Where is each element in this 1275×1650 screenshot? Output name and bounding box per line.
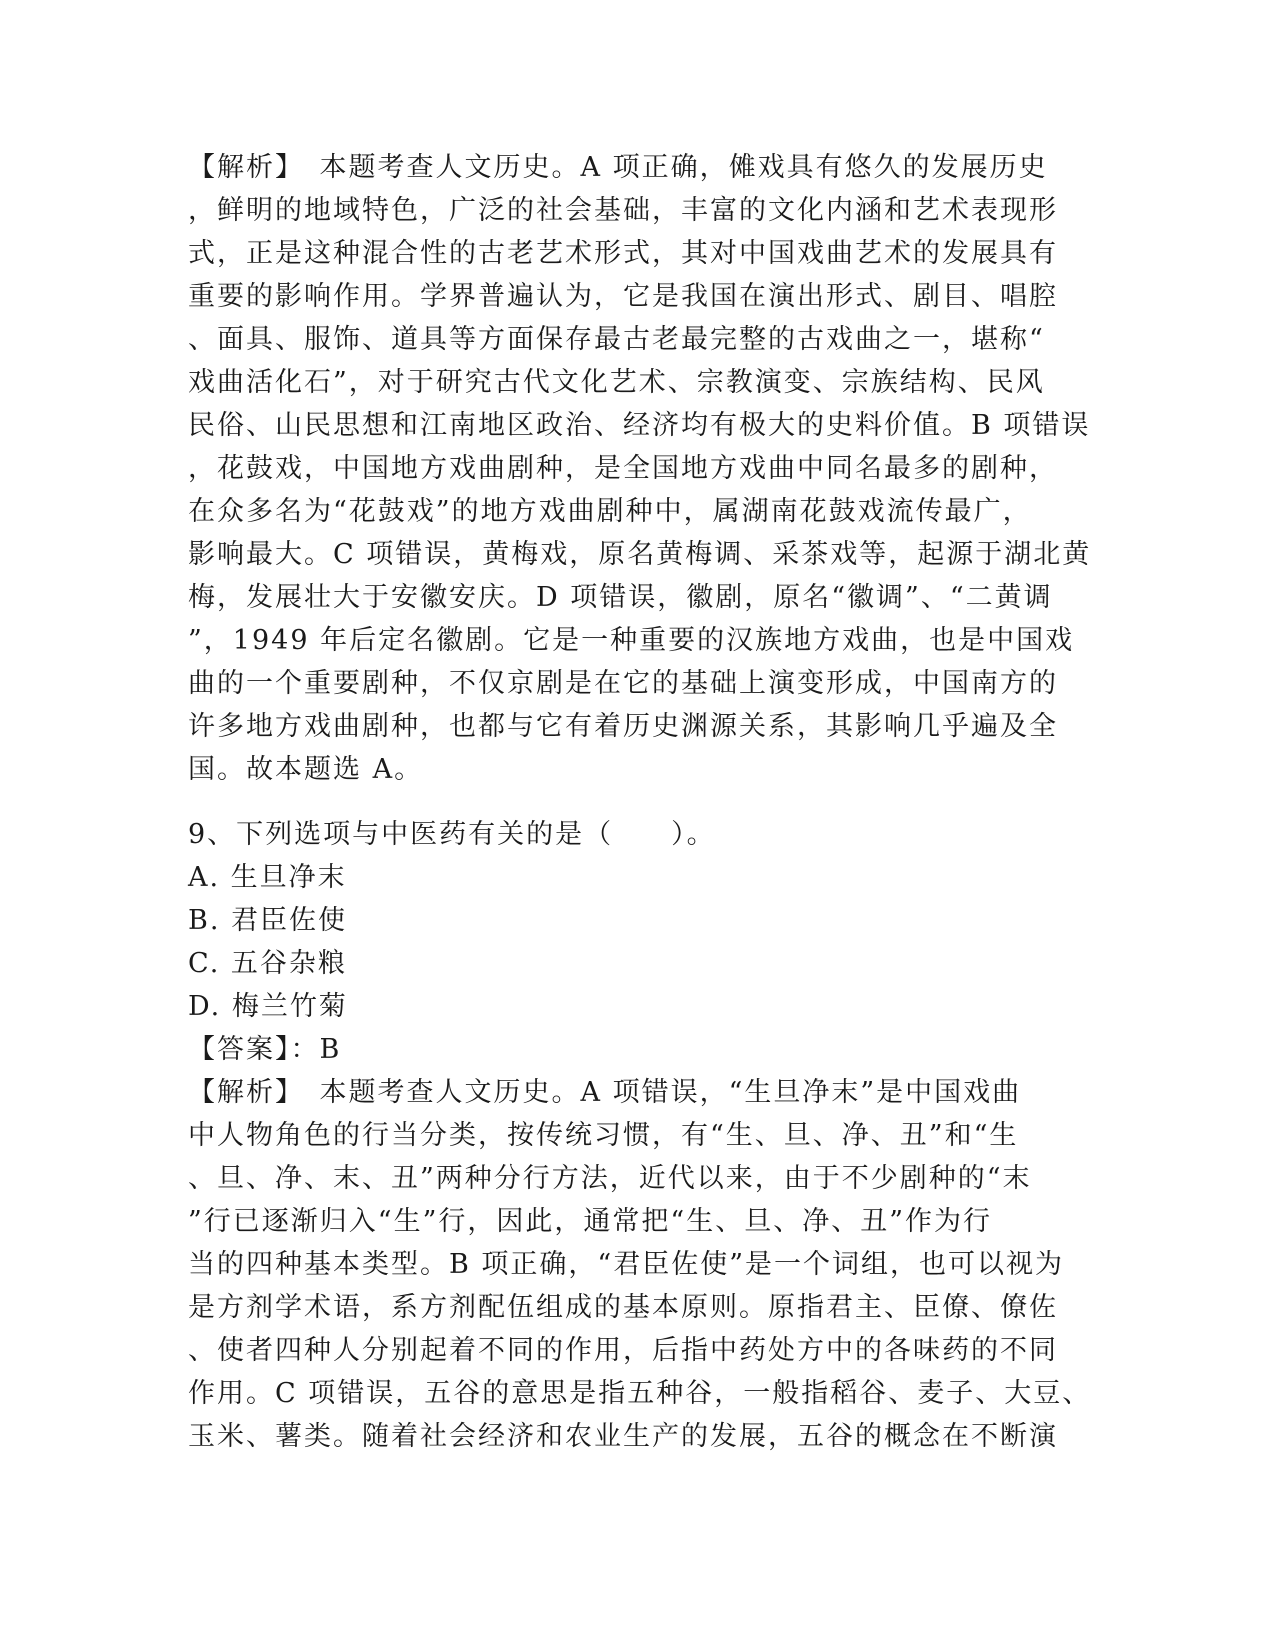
analysis-line: 式，正是这种混合性的古老艺术形式，其对中国戏曲艺术的发展具有	[188, 238, 1058, 269]
analysis-line: 影响最大。C 项错误，黄梅戏，原名黄梅调、采茶戏等，起源于湖北黄	[188, 539, 1092, 570]
option-c: C. 五谷杂粮	[188, 948, 347, 979]
analysis-line: 在众多名为“花鼓戏”的地方戏曲剧种中，属湖南花鼓戏流传最广，	[188, 496, 1032, 527]
analysis-line: ”行已逐渐归入“生”行，因此，通常把“生、旦、净、丑”作为行	[188, 1206, 993, 1237]
analysis-line: 、使者四种人分别起着不同的作用，后指中药处方中的各味药的不同	[188, 1335, 1058, 1366]
analysis-line: ，鲜明的地域特色，广泛的社会基础，丰富的文化内涵和艺术表现形	[188, 195, 1058, 226]
section-gap	[188, 791, 1088, 813]
option-b: B. 君臣佐使	[188, 905, 348, 936]
analysis-section-2	[188, 1071, 1092, 1458]
analysis-line: 是方剂学术语，系方剂配伍组成的基本原则。原指君主、臣僚、僚佐	[188, 1292, 1058, 1323]
analysis-line: 当的四种基本类型。B 项正确，“君臣佐使”是一个词组，也可以视为	[188, 1249, 1065, 1280]
analysis-section-1	[188, 146, 1092, 791]
analysis-line: ，花鼓戏，中国地方戏曲剧种，是全国地方戏曲中同名最多的剧种，	[188, 453, 1058, 484]
analysis-line: 玉米、薯类。随着社会经济和农业生产的发展，五谷的概念在不断演	[188, 1421, 1058, 1452]
option-d: D. 梅兰竹菊	[188, 991, 348, 1022]
question-stem: 9、下列选项与中医药有关的是（ ）。	[188, 819, 716, 850]
analysis-line: 国。故本题选 A。	[188, 754, 424, 785]
analysis-line: 作用。C 项错误，五谷的意思是指五种谷，一般指稻谷、麦子、大豆、	[188, 1378, 1092, 1409]
question-9	[188, 813, 1088, 1071]
analysis-line: 曲的一个重要剧种，不仅京剧是在它的基础上演变形成，中国南方的	[188, 668, 1058, 699]
analysis-line: 【解析】 本题考查人文历史。A 项错误，“生旦净末”是中国戏曲	[188, 1077, 1022, 1108]
analysis-line: 、面具、服饰、道具等方面保存最古老最完整的古戏曲之一，堪称“	[188, 324, 1045, 355]
analysis-line: 许多地方戏曲剧种，也都与它有着历史渊源关系，其影响几乎遍及全	[188, 711, 1058, 742]
analysis-line: 中人物角色的行当分类，按传统习惯，有“生、旦、净、丑”和“生	[188, 1120, 1019, 1151]
analysis-line: 民俗、山民思想和江南地区政治、经济均有极大的史料价值。B 项错误	[188, 410, 1091, 441]
analysis-line: 戏曲活化石”，对于研究古代文化艺术、宗教演变、宗族结构、民风	[188, 367, 1045, 398]
analysis-line: 、旦、净、末、丑”两种分行方法，近代以来，由于不少剧种的“末	[188, 1163, 1032, 1194]
analysis-line: 【解析】 本题考查人文历史。A 项正确，傩戏具有悠久的发展历史	[188, 152, 1048, 183]
answer-line: 【答案】：B	[188, 1034, 342, 1065]
option-a: A. 生旦净末	[188, 862, 347, 893]
document-body	[188, 146, 1092, 1458]
analysis-line: 梅，发展壮大于安徽安庆。D 项错误，徽剧，原名“徽调”、“二黄调	[188, 582, 1053, 613]
analysis-line: 重要的影响作用。学界普遍认为，它是我国在演出形式、剧目、唱腔	[188, 281, 1058, 312]
analysis-line: ”，1949 年后定名徽剧。它是一种重要的汉族地方戏曲，也是中国戏	[188, 625, 1075, 656]
